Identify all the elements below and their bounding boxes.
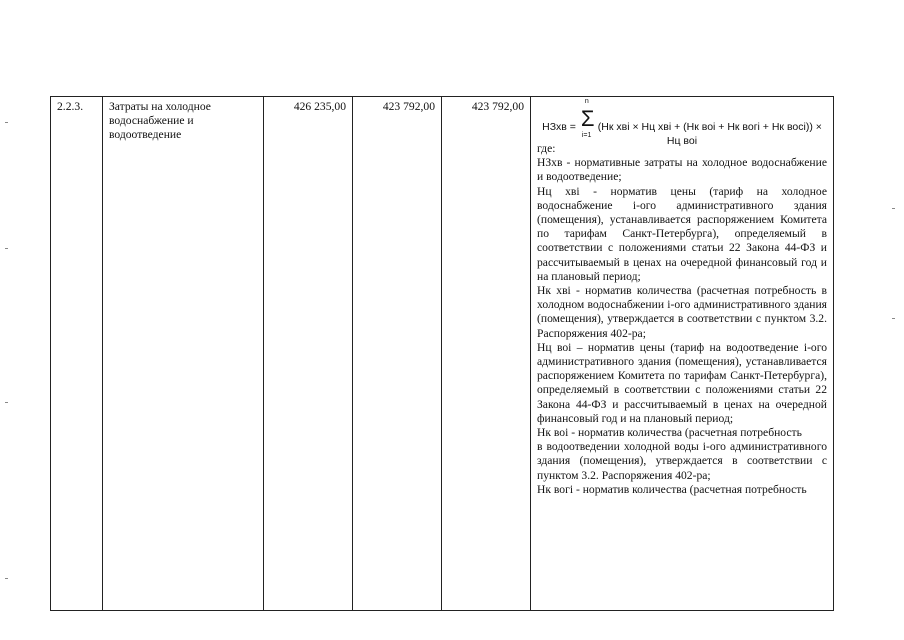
amount-cell: 423 792,00: [442, 97, 531, 611]
scan-mark: [892, 208, 895, 209]
cost-formula: [537, 98, 827, 148]
table-row: [51, 97, 834, 611]
formula-lhs: НЗхв =: [542, 121, 576, 133]
scan-mark: [5, 402, 8, 403]
paragraph: где:: [537, 142, 556, 155]
scan-mark: [5, 578, 8, 579]
scan-mark: [5, 248, 8, 249]
amount-cell: 423 792,00: [353, 97, 442, 611]
paragraph: в водоотведении холодной воды i-ого административного здания (помещения), утверждается в соответствии с пунктом 3.2. Распоряжения 402-ра;: [537, 440, 827, 482]
paragraph: Нц воi – норматив цены (тариф на водоотведение i-ого административного здания (помещения), устанавливается распоряжением Комитета по тарифам Санкт-Петербурга), определяемый в соответствии с положениями статьи 22 Закона 44-ФЗ и рассчитываемый в ценах на очередной финансовый год и на плановый период;: [537, 340, 827, 425]
cost-item-name: Затраты на холодное водоснабжение и водоотведение: [103, 97, 264, 611]
sum-symbol: Σ n i=1: [580, 98, 595, 139]
paragraph: Нк воi - норматив количества (расчетная потребность: [537, 426, 802, 440]
sum-lower-limit: i=1: [581, 132, 592, 139]
cost-table: [50, 96, 834, 611]
formula-rhs: (Нк хвi × Нц хвi + (Нк воi + Нк вогi + Нк восi)) × Нц воi: [597, 121, 822, 148]
paragraph: Нк хвi - норматив количества (расчетная потребность в холодном водоснабжении i-ого административного здания (помещения), утверждается в соответствии с пунктом 3.2. Распоряжения 402-ра;: [537, 284, 827, 340]
sum-upper-limit: n: [584, 98, 589, 105]
paragraph: НЗхв - нормативные затраты на холодное водоснабжение и водоотведение;: [537, 156, 827, 184]
formula-description-cell: [531, 97, 834, 611]
scan-mark: [5, 122, 8, 123]
row-number: 2.2.3.: [51, 97, 103, 611]
scan-mark: [892, 318, 895, 319]
amount-cell: 426 235,00: [264, 97, 353, 611]
paragraph: Нц хвi - норматив цены (тариф на холодное водоснабжение i-ого административного здания (помещения), устанавливается распоряжением Комитета по тарифам Санкт-Петербурга), определяемый в соответствии с положениями статьи 22 Закона 44-ФЗ и рассчитываемый в ценах на очередной финансовый год и на плановый период;: [537, 184, 827, 283]
paragraph: Нк вогi - норматив количества (расчетная потребность: [537, 482, 807, 496]
